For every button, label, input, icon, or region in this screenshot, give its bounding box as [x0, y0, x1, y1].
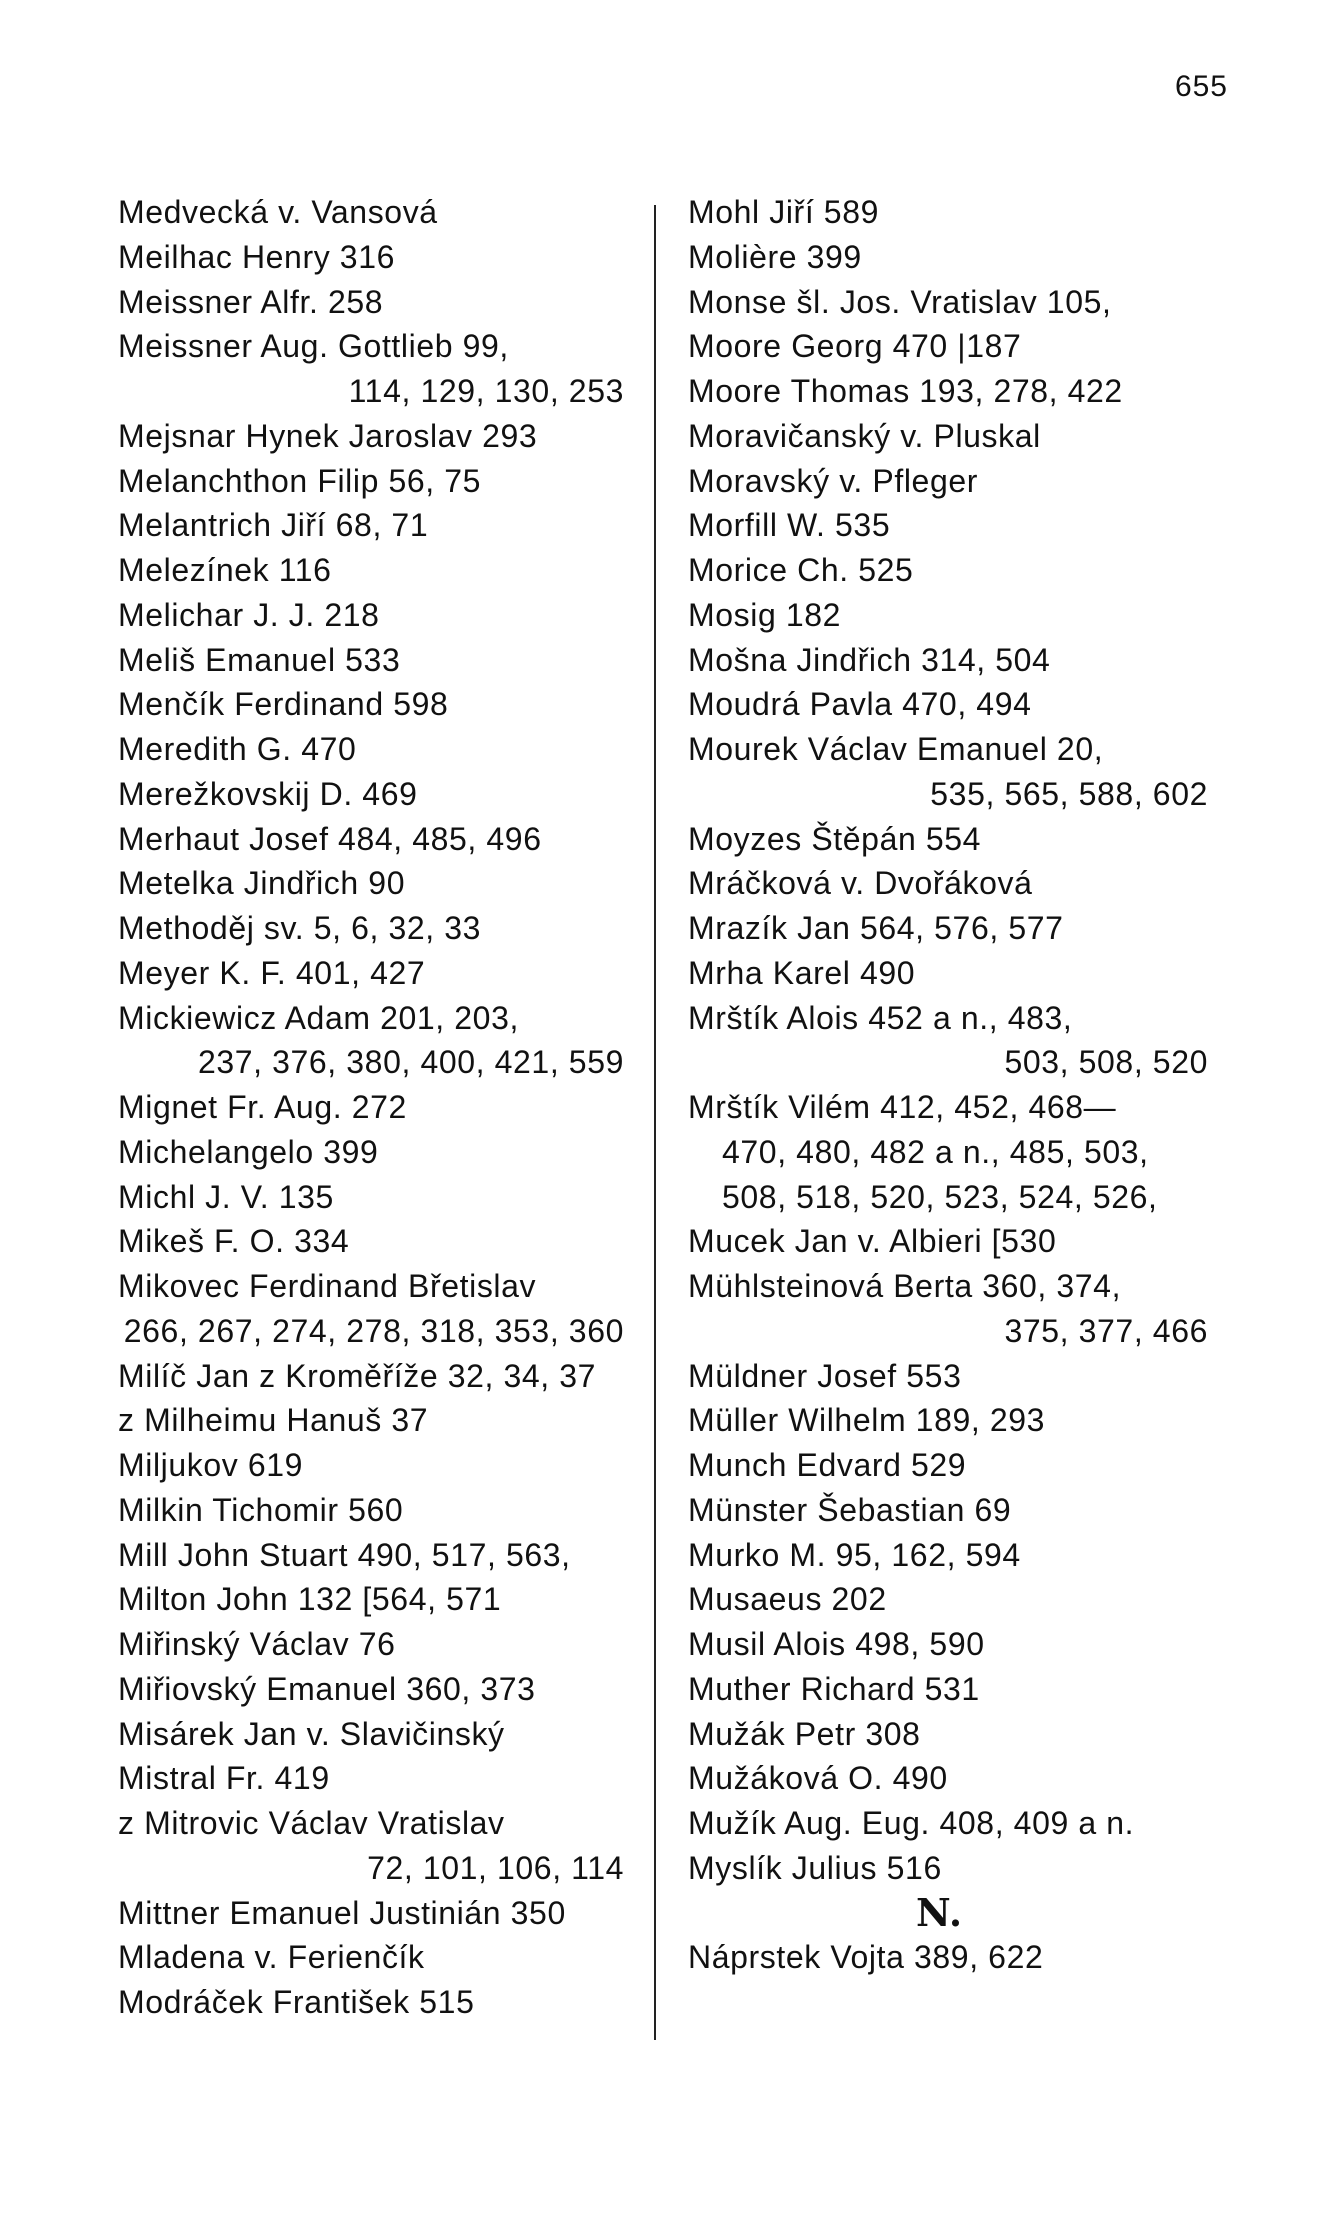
index-entry: Mohl Jiří 589 — [688, 194, 879, 230]
index-entry: Morfill W. 535 — [688, 507, 891, 544]
index-entry: Modráček František 515 — [118, 1984, 475, 2020]
index-entry: Meilhac Henry 316 — [118, 238, 395, 275]
index-entry: Mladena v. Ferienčík — [118, 1939, 425, 1976]
page-number: 655 — [1174, 70, 1228, 103]
index-entry: Mrazík Jan 564, 576, 577 — [688, 910, 1064, 946]
index-entry-continuation: 470, 480, 482 a n., 485, 503, — [722, 1133, 1149, 1170]
index-entry: Moore Thomas 193, 278, 422 — [688, 373, 1123, 409]
index-entry: Mrštík Alois 452 a n., 483, — [688, 999, 1073, 1036]
index-entry: z Mitrovic Václav Vratislav — [118, 1805, 505, 1841]
index-column-right — [688, 190, 1208, 1980]
index-entry: Metelka Jindřich 90 — [118, 865, 406, 902]
index-entry: Melezínek 116 — [118, 552, 332, 588]
index-entry: Murko M. 95, 162, 594 — [688, 1536, 1021, 1573]
index-entry: Menčík Ferdinand 598 — [118, 686, 449, 723]
index-entry: Meliš Emanuel 533 — [118, 641, 401, 678]
index-entry: Mužík Aug. Eug. 408, 409 a n. — [688, 1805, 1135, 1841]
index-entry: Mikeš F. O. 334 — [118, 1223, 350, 1260]
index-entry: Melantrich Jiří 68, 71 — [118, 507, 429, 544]
index-entry: Mejsnar Hynek Jaroslav 293 — [118, 417, 538, 454]
index-entry: Merežkovskij D. 469 — [118, 775, 418, 812]
index-entry-continuation: 237, 376, 380, 400, 421, 559 — [197, 1044, 624, 1081]
index-entry: Miřiovský Emanuel 360, 373 — [118, 1670, 536, 1707]
index-entry: Munch Edvard 529 — [688, 1447, 967, 1483]
index-entry: Moudrá Pavla 470, 494 — [688, 686, 1032, 723]
index-entry: Mosig 182 — [688, 596, 842, 633]
index-entry-continuation: 375, 377, 466 — [1004, 1312, 1208, 1349]
index-entry: Milton John 132 [564, 571 — [118, 1581, 502, 1618]
index-entry: Moravičanský v. Pluskal — [688, 417, 1041, 454]
index-entry: Musil Alois 498, 590 — [688, 1626, 985, 1662]
index-entry-continuation: 503, 508, 520 — [1004, 1044, 1208, 1081]
index-entry: Mourek Václav Emanuel 20, — [688, 731, 1104, 767]
index-entry: Milkin Tichomir 560 — [118, 1491, 404, 1528]
section-heading: N. — [916, 1889, 963, 1935]
index-entry: Misárek Jan v. Slavičinský — [118, 1715, 505, 1752]
index-entry: Müller Wilhelm 189, 293 — [688, 1402, 1046, 1439]
index-column-left — [118, 190, 624, 2025]
index-entry: Milíč Jan z Kroměříže 32, 34, 37 — [118, 1357, 597, 1394]
index-entry: Muther Richard 531 — [688, 1670, 980, 1707]
index-entry: Michl J. V. 135 — [118, 1178, 334, 1215]
index-entry: Mill John Stuart 490, 517, 563, — [118, 1536, 571, 1573]
index-entry: Münster Šebastian 69 — [688, 1491, 1012, 1528]
index-entry: Mrštík Vilém 412, 452, 468— — [688, 1089, 1117, 1125]
index-entry: Meyer K. F. 401, 427 — [118, 954, 426, 991]
index-entry: Moravský v. Pfleger — [688, 462, 978, 499]
index-entry: Mucek Jan v. Albieri [530 — [688, 1223, 1057, 1260]
index-entry-continuation: 508, 518, 520, 523, 524, 526, — [722, 1178, 1158, 1215]
index-entry: Miřinský Václav 76 — [118, 1626, 396, 1662]
index-entry: Morice Ch. 525 — [688, 552, 914, 588]
index-entry: Mignet Fr. Aug. 272 — [118, 1089, 407, 1125]
index-entry: z Milheimu Hanuš 37 — [118, 1402, 429, 1439]
column-divider — [654, 205, 656, 2040]
index-entry: Mühlsteinová Berta 360, 374, — [688, 1268, 1122, 1304]
index-entry: Melichar J. J. 218 — [118, 596, 380, 633]
index-entry: Mickiewicz Adam 201, 203, — [118, 999, 519, 1036]
index-entry-continuation: 535, 565, 588, 602 — [930, 775, 1208, 812]
index-entry: Meissner Alfr. 258 — [118, 283, 384, 320]
index-entry-continuation: 114, 129, 130, 253 — [348, 373, 624, 409]
index-entry: Mrha Karel 490 — [688, 954, 916, 991]
index-entry: Medvecká v. Vansová — [118, 194, 438, 230]
index-entry: Monse šl. Jos. Vratislav 105, — [688, 283, 1112, 320]
index-entry: Náprstek Vojta 389, 622 — [688, 1939, 1044, 1976]
index-entry: Mistral Fr. 419 — [118, 1760, 330, 1797]
index-entry: Merhaut Josef 484, 485, 496 — [118, 820, 542, 857]
index-entry: Myslík Julius 516 — [688, 1849, 942, 1886]
index-entry: Meredith G. 470 — [118, 731, 357, 767]
index-entry: Meissner Aug. Gottlieb 99, — [118, 328, 509, 365]
index-entry: Miljukov 619 — [118, 1447, 304, 1483]
index-entry: Musaeus 202 — [688, 1581, 887, 1618]
index-entry: Michelangelo 399 — [118, 1133, 379, 1170]
index-entry-continuation: 266, 267, 274, 278, 318, 353, 360 — [123, 1312, 624, 1349]
index-entry: Molière 399 — [688, 238, 862, 275]
index-entry-continuation: 72, 101, 106, 114 — [367, 1849, 624, 1886]
index-entry: Mužák Petr 308 — [688, 1715, 921, 1752]
index-entry: Mittner Emanuel Justinián 350 — [118, 1894, 566, 1931]
index-entry: Methoděj sv. 5, 6, 32, 33 — [118, 910, 482, 946]
index-entry: Mráčková v. Dvořáková — [688, 865, 1033, 902]
index-entry: Melanchthon Filip 56, 75 — [118, 462, 482, 499]
index-entry: Mikovec Ferdinand Břetislav — [118, 1268, 537, 1304]
index-entry: Müldner Josef 553 — [688, 1357, 962, 1394]
index-entry: Moore Georg 470 |187 — [688, 328, 1022, 365]
index-entry: Mužáková O. 490 — [688, 1760, 948, 1797]
index-entry: Mošna Jindřich 314, 504 — [688, 641, 1051, 678]
index-entry: Moyzes Štěpán 554 — [688, 820, 982, 857]
